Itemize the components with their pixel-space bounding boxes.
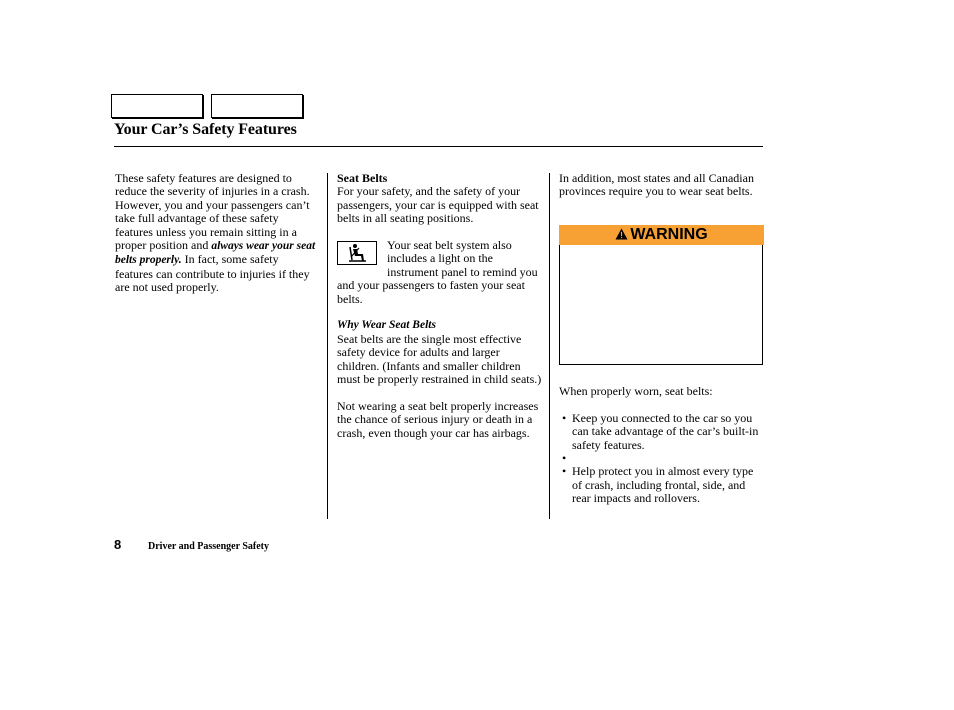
list-item: • Help protect you in almost every type of crash, including frontal, side, and rear impacts and rollovers. (559, 465, 765, 505)
states-require-paragraph: In addition, most states and all Canadian provinces require you to wear seat belts. (559, 171, 754, 199)
title-rule (114, 146, 763, 147)
column-3-bottom (559, 385, 765, 506)
intro-emphasis: always wear your seat belts properly. (115, 240, 316, 267)
not-wearing-paragraph: Not wearing a seat belt properly increases the chance of serious injury or death in a crash, even though your car has airbags. (337, 398, 539, 440)
why-wear-heading: Why Wear Seat Belts (337, 319, 436, 332)
column-1 (115, 172, 317, 295)
column-3-top (559, 172, 765, 199)
seat-belts-intro: For your safety, and the safety of your passengers, your car is equipped with seat belts in all seating positions. (337, 184, 539, 226)
page-number: 8 (114, 537, 122, 552)
seat-belts-heading: Seat Belts (337, 171, 388, 185)
intro-text: These safety features are designed to reduce the severity of injuries in a crash. However, you and your passengers can’t take full advantage of these safety features unless you remain sitting in a proper position and (115, 171, 310, 253)
header-tab-box-right (211, 94, 303, 118)
warning-banner (559, 225, 764, 245)
list-item: • Keep you connected to the car so you can take advantage of the car’s built-in safety features. (559, 412, 765, 452)
seat-belt-light-text: Your seat belt system also includes a light on the instrument panel to remind you and your passengers to fasten your seat belts. (337, 238, 538, 306)
column-2 (337, 172, 543, 440)
seat-belt-reminder-icon (337, 241, 377, 265)
warning-triangle-icon (615, 228, 628, 243)
warning-label: WARNING (630, 226, 708, 243)
when-worn-text: When properly worn, seat belts: (559, 384, 713, 398)
header-tab-box-left (111, 94, 203, 118)
footer-section-title: Driver and Passenger Safety (148, 541, 270, 552)
warning-box (559, 245, 763, 365)
why-wear-paragraph: Seat belts are the single most effective safety device for adults and larger children. (Infants and smaller children must be properly restrained in child seats.) (337, 331, 542, 387)
column-divider-2 (549, 173, 550, 519)
column-divider-1 (327, 173, 328, 519)
benefits-list (559, 412, 765, 506)
page-title: Your Car’s Safety Features (114, 121, 297, 138)
intro-text-after: In fact, some safety features can contribute to injuries if they are not used properly. (115, 252, 310, 295)
intro-paragraph (115, 172, 317, 295)
